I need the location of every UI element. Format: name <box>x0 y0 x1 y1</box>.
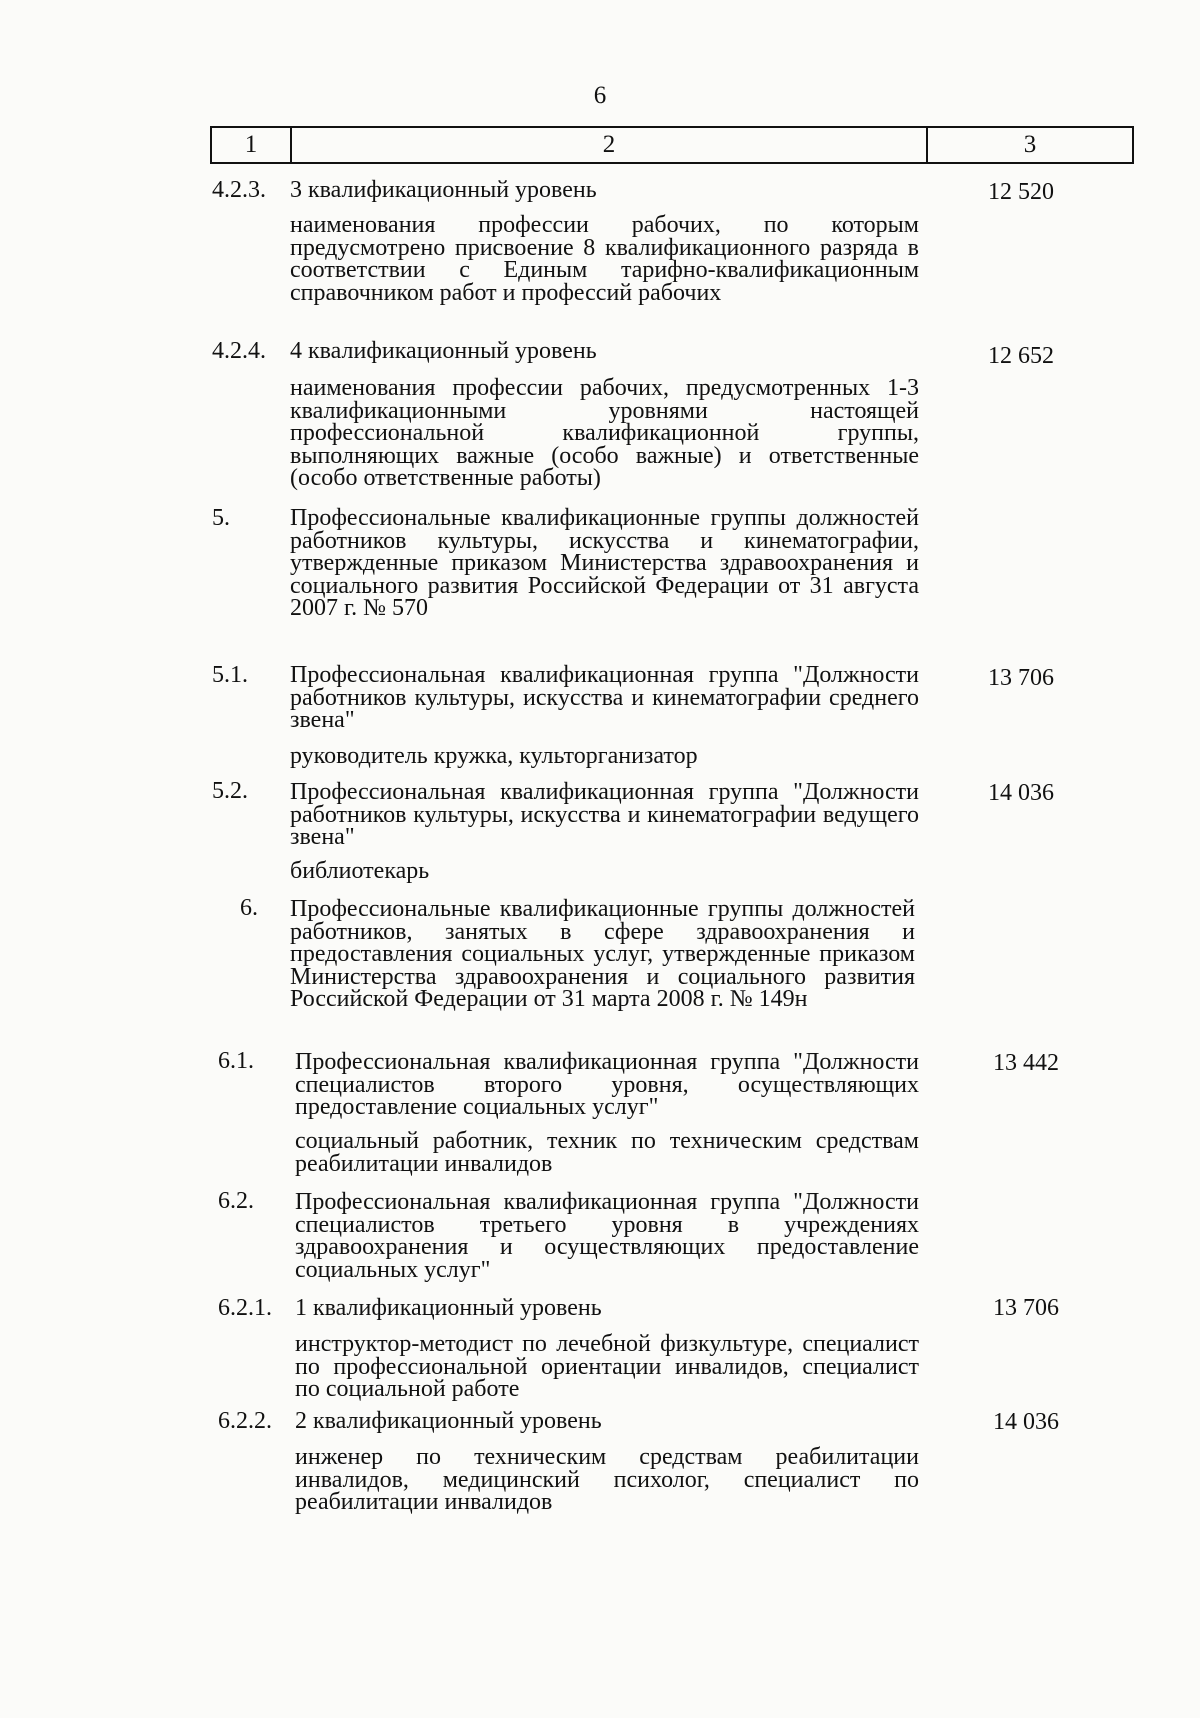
table-header <box>210 126 1134 164</box>
row-text: инженер по техническим средствам реабилитации инвалидов, медицинский психолог, специалист по реабилитации инвалидов <box>295 1444 919 1515</box>
row-text: Профессиональная квалификационная группа "Должности работников культуры, искусства и кинематографии среднего звена" <box>290 662 919 733</box>
row-number: 6.2.1. <box>218 1295 272 1321</box>
row-value: 13 706 <box>993 1295 1059 1321</box>
row-number: 4.2.4. <box>212 338 266 364</box>
row-text: Профессиональная квалификационная группа "Должности специалистов второго уровня, осуществляющих предоставление социальных услуг" <box>295 1049 919 1120</box>
row-value: 13 706 <box>988 665 1054 691</box>
row-text: инструктор-методист по лечебной физкультуре, специалист по профессиональной ориентации инвалидов, специалист по социальной работе <box>295 1331 919 1402</box>
row-number: 4.2.3. <box>212 177 266 203</box>
row-value: 12 652 <box>988 343 1054 369</box>
row-text: 4 квалификационный уровень <box>290 338 597 364</box>
row-number: 6.2.2. <box>218 1408 272 1434</box>
row-value: 12 520 <box>988 179 1054 205</box>
row-number: 6.1. <box>218 1048 254 1074</box>
row-text: библиотекарь <box>290 858 430 884</box>
row-text: 1 квалификационный уровень <box>295 1295 602 1321</box>
header-col-2: 2 <box>292 128 928 162</box>
row-text: руководитель кружка, культорганизатор <box>290 743 698 769</box>
row-text: Профессиональные квалификационные группы должностей работников культуры, искусства и кинематографии, утвержденные приказом Министерства здравоохранения и социального развития Российской Федерации от 31 августа 2007 г. № 570 <box>290 505 919 621</box>
row-text: 2 квалификационный уровень <box>295 1408 602 1434</box>
row-text: социальный работник, техник по техническим средствам реабилитации инвалидов <box>295 1128 919 1177</box>
row-text: 3 квалификационный уровень <box>290 177 597 203</box>
row-text: наименования профессии рабочих, предусмотренных 1-3 квалификационными уровнями настоящей профессиональной квалификационной группы, выполняющих важные (особо важные) и ответственные (особо ответственные работы) <box>290 375 919 491</box>
row-number: 5. <box>212 505 230 531</box>
row-value: 14 036 <box>988 780 1054 806</box>
row-number: 6. <box>240 895 258 921</box>
row-text: Профессиональная квалификационная группа "Должности работников культуры, искусства и кинематографии ведущего звена" <box>290 779 919 850</box>
row-number: 6.2. <box>218 1188 254 1214</box>
row-value: 14 036 <box>993 1409 1059 1435</box>
page-number: 6 <box>593 82 607 109</box>
row-text: Профессиональные квалификационные группы должностей работников, занятых в сфере здравоохранения и предоставления социальных услуг, утвержденные приказом Министерства здравоохранения и социального развития Российской Федерации от 31 марта 2008 г. № 149н <box>290 896 915 1012</box>
header-col-3: 3 <box>1023 131 1037 158</box>
row-number: 5.1. <box>212 662 248 688</box>
row-value: 13 442 <box>993 1050 1059 1076</box>
row-text: Профессиональная квалификационная группа "Должности специалистов третьего уровня в учреждениях здравоохранения и осуществляющих предоставление социальных услуг" <box>295 1189 919 1283</box>
header-col-1: 1 <box>212 128 292 162</box>
row-number: 5.2. <box>212 778 248 804</box>
row-text: наименования профессии рабочих, по которым предусмотрено присвоение 8 квалификационного разряда в соответствии с Единым тарифно-квалификационным справочником работ и профессий рабочих <box>290 212 919 306</box>
